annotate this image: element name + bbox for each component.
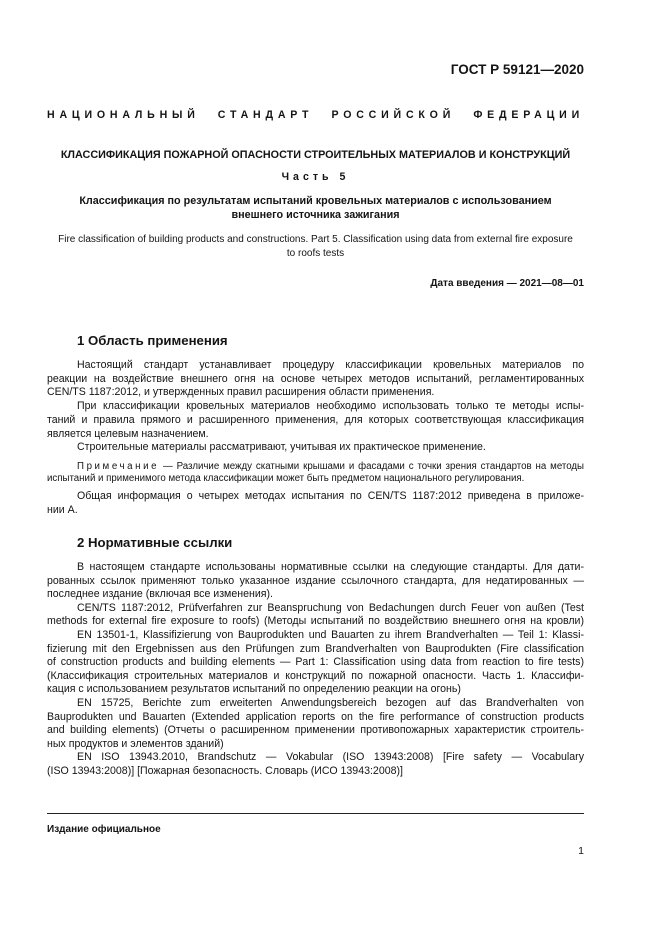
page-number: 1	[578, 845, 584, 857]
text-line: нии А.	[47, 503, 78, 516]
reference-entry	[47, 602, 584, 629]
national-standard-heading: НАЦИОНАЛЬНЫЙ СТАНДАРТ РОССИЙСКОЙ ФЕДЕРАЦИИ	[47, 109, 584, 121]
section-1-body	[47, 359, 584, 455]
part-number: Часть 5	[281, 171, 350, 183]
section-1-heading: 1 Область применения	[77, 333, 228, 348]
text-line: (Классификация строительных материалов и конструкций по пожарной опасности. Часть 1. Классифи-	[47, 669, 584, 682]
note-label: Примечание	[77, 461, 160, 472]
english-title-line: Fire classification of building products and constructions. Part 5. Classification using data from external fire exposure	[58, 234, 573, 245]
paragraph	[47, 359, 584, 400]
text-line: реакции на воздействие внешнего огня на основе четырех методов испытаний, регламентированных	[47, 372, 584, 385]
text-line: CEN/TS 1187:2012, Prüfverfahren zur Beanspruchung von Bedachungen durch Feuer von außen (Test	[77, 601, 584, 614]
subtitle-line: Классификация по результатам испытаний кровельных материалов с использованием	[79, 195, 552, 207]
effective-date: Дата введения — 2021—08—01	[430, 278, 584, 289]
edition-label: Издание официальное	[47, 824, 161, 835]
text-line: (ISO 13943:2008)] [Пожарная безопасность. Словарь (ИСО 13943:2008)]	[47, 764, 403, 777]
text-line: EN 15725, Berichte zum erweiterten Anwendungsbereich bezogen auf das Brandverhalten von	[77, 696, 584, 709]
text-line: является целевым назначением.	[47, 427, 209, 440]
text-line: fizierung mit den Ergebnissen aus den Prüfungen zum Brandverhalten von Bauprodukten (Fire classification	[47, 642, 584, 655]
note-text: — Различие между скатными крышами и фасадами с точки зрения стандартов на методы	[162, 461, 585, 472]
section-2-heading: 2 Нормативные ссылки	[77, 535, 233, 550]
text-line: В настоящем стандарте использованы нормативные ссылки на следующие стандарты. Для дати-	[77, 561, 584, 573]
english-title-line: to roofs tests	[286, 247, 345, 259]
footer-divider	[47, 813, 584, 814]
text-line: последнее издание (включая все изменения).	[47, 588, 273, 601]
text-line: Общая информация о четырех методах испытания по CEN/TS 1187:2012 приведена в приложе-	[77, 490, 584, 502]
text-line: CEN/TS 1187:2012, и утвержденных правил расширения области применения.	[47, 386, 435, 399]
subtitle-line: внешнего источника зажигания	[231, 209, 400, 221]
paragraph	[47, 490, 584, 517]
paragraph	[47, 441, 584, 455]
text-line: EN 13501-1, Klassifizierung von Bauprodukten und Bauarten zu ihrem Brandverhalten — Teil 1: Klassi-	[77, 628, 584, 641]
document-number: ГОСТ Р 59121—2020	[450, 62, 584, 77]
paragraph	[47, 561, 584, 602]
document-subtitle	[47, 194, 584, 222]
text-line: Строительные материалы рассматривают, учитывая их практическое применение.	[77, 441, 486, 454]
document-title: КЛАССИФИКАЦИЯ ПОЖАРНОЙ ОПАСНОСТИ СТРОИТЕЛЬНЫХ МАТЕРИАЛОВ И КОНСТРУКЦИЙ	[60, 149, 571, 161]
text-line: of construction products and building elements — Part 1: Classification using data from reaction to fire tests)	[47, 656, 584, 669]
reference-entry	[47, 751, 584, 778]
text-line: кация с использованием результатов испытаний по определению реакции на огонь)	[47, 683, 461, 696]
text-line: рованных ссылок применяют только указанное издание ссылочного стандарта, для недатированных —	[47, 574, 584, 587]
reference-entry	[47, 697, 584, 751]
text-line: Настоящий стандарт устанавливает процедуру классификации кровельных материалов по	[77, 359, 584, 371]
english-title	[47, 233, 584, 260]
reference-entry	[47, 629, 584, 697]
text-line: methods for external fire exposure to roofs) (Методы испытаний по воздействию внешнего огня на кровли)	[47, 615, 584, 628]
text-line: При классификации кровельных материалов необходимо использовать только те методы испы-	[77, 400, 584, 413]
note-line	[47, 461, 584, 473]
text-line: Bauprodukten und Bauarten (Extended application reports on the fire performance of construction products	[47, 710, 584, 723]
text-line: ных продуктов и элементов зданий)	[47, 737, 224, 750]
note	[47, 461, 584, 485]
text-line: EN ISO 13943.2010, Brandschutz — Vokabular (ISO 13943:2008) [Fire safety — Vocabulary	[77, 751, 584, 764]
text-line: and building elements) (Отчеты о расширенном применении противопожарных характеристик строитель-	[47, 724, 584, 737]
note-line: испытаний и применимого метода классификации может быть предметом национального регулирования.	[47, 473, 525, 485]
text-line: таний и правила прямого и расширенного применения, для которых соответствующая классификация	[47, 413, 584, 426]
paragraph	[47, 400, 584, 441]
section-2-body	[47, 561, 584, 779]
